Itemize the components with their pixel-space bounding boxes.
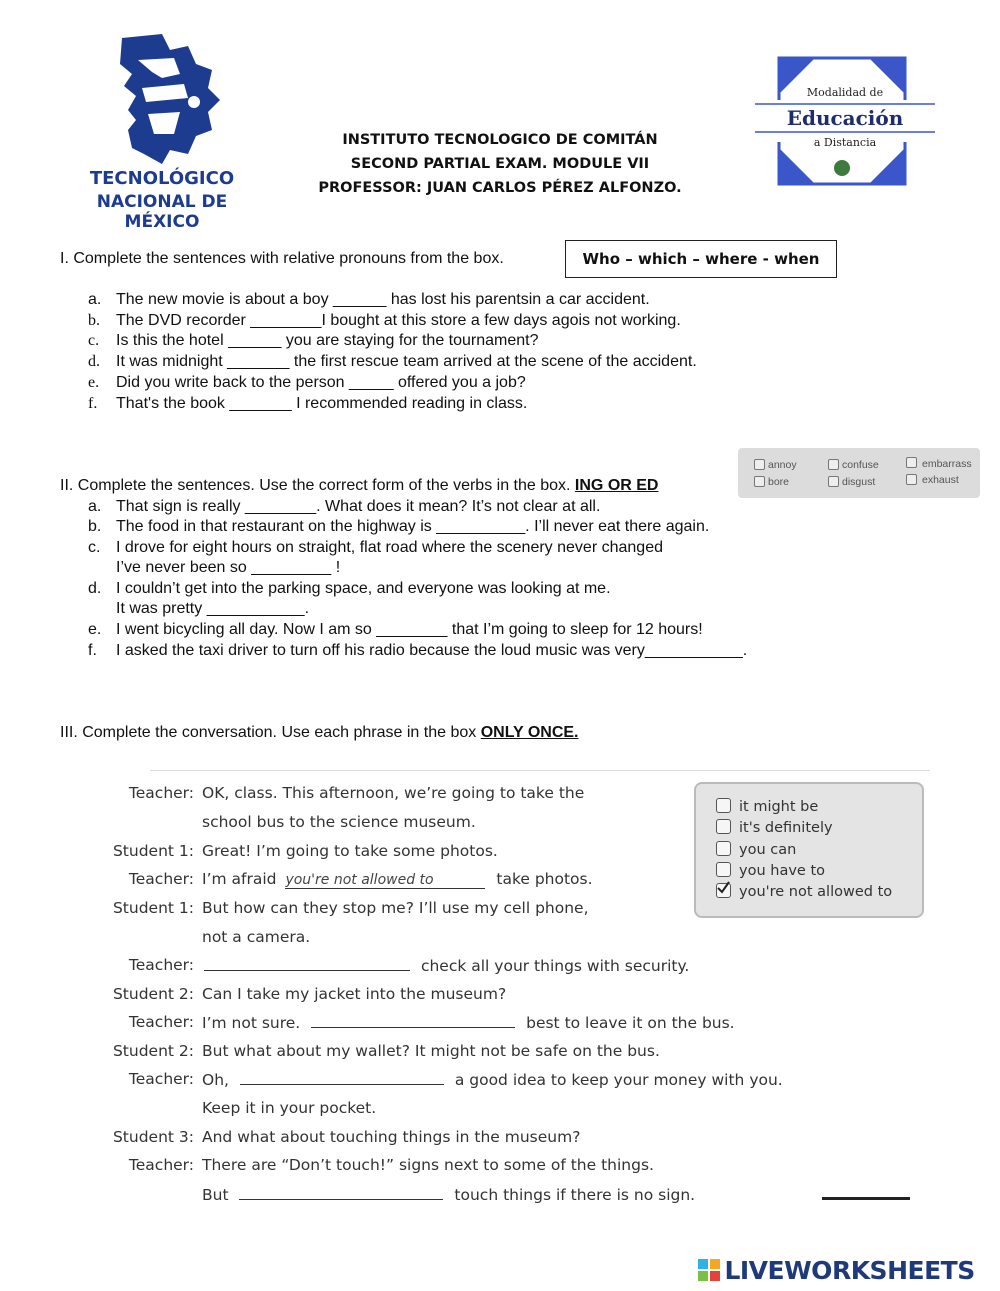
logo-text-1: TECNOLÓGICO: [89, 168, 235, 189]
dialogue-line: school bus to the science museum.: [202, 813, 476, 831]
brand-name: LIVEWORKSHEETS: [724, 1256, 975, 1285]
dialogue-line: But what about my wallet? It might not be safe on the bus.: [202, 1042, 660, 1060]
dialogue-line: I’m afraid you're not allowed to take photos.: [202, 870, 593, 888]
s2-item-a: a. That sign is really ________. What does it mean? It’s not clear at all.: [88, 498, 601, 515]
institution-title: INSTITUTO TECNOLOGICO DE COMITÁN: [342, 132, 658, 148]
verb-bore: bore: [768, 476, 790, 488]
section3-instruction: III. Complete the conversation. Use each phrase in the box ONLY ONCE.: [60, 724, 579, 741]
verb-embarrass: embarrass: [922, 458, 972, 470]
s2-item-c: c. I drove for eight hours on straight, flat road where the scenery never changed: [88, 539, 663, 556]
phrase-item: you're not allowed to: [716, 883, 892, 900]
checkbox-icon: [828, 476, 839, 487]
only-once-emphasis: ONLY ONCE.: [480, 724, 579, 741]
education-logo: [755, 56, 935, 186]
dialogue-line: But touch things if there is no sign.: [202, 1186, 696, 1204]
verb-disgust: disgust: [842, 476, 876, 488]
s1-item-c: c. Is this the hotel ______ you are staying for the tournament?: [88, 332, 539, 349]
tecnm-logo: [62, 30, 262, 232]
phrase-box: [694, 782, 924, 918]
section1-instruction: I. Complete the sentences with relative pronouns from the box.: [60, 250, 504, 267]
phrase-item: you can: [716, 841, 796, 858]
speaker: Teacher:: [128, 1070, 194, 1088]
exam-title: SECOND PARTIAL EXAM. MODULE VII: [350, 156, 650, 172]
speaker: Student 3:: [112, 1128, 194, 1146]
dialogue-line: Keep it in your pocket.: [202, 1099, 377, 1117]
speaker: Teacher:: [128, 1156, 194, 1174]
decorative-line: [822, 1197, 910, 1200]
checkbox-icon: [754, 459, 765, 470]
checkbox-icon[interactable]: [716, 862, 731, 877]
dialogue-line: But how can they stop me? I’ll use my cell phone,: [202, 899, 589, 917]
phrase-item: it might be: [716, 798, 818, 815]
s2-item-c-cont: I’ve never been so _________ !: [116, 559, 341, 576]
verb-confuse: confuse: [842, 459, 879, 471]
phrase-item: it's definitely: [716, 819, 833, 836]
checkbox-icon: [754, 476, 765, 487]
s1-item-d: d. It was midnight _______ the first rescue team arrived at the scene of the accident.: [88, 353, 697, 370]
tecnm-emblem-icon: [62, 30, 262, 165]
relative-pronouns-box: Who – which – where - when: [565, 240, 837, 278]
verb-box: [738, 448, 980, 498]
s2-item-e: e. I went bicycling all day. Now I am so ________ that I’m going to sleep for 12 hours!: [88, 621, 703, 638]
logo-right-line1: Modalidad de: [806, 86, 884, 99]
checkbox-icon: [906, 474, 917, 485]
verb-annoy: annoy: [768, 459, 797, 471]
s2-item-d: d. I couldn’t get into the parking space, and everyone was looking at me.: [88, 580, 611, 597]
answer-blank-2[interactable]: [311, 1013, 515, 1028]
example-answer: you're not allowed to: [285, 872, 485, 889]
dialogue-line: check all your things with security.: [202, 956, 689, 975]
speaker: Teacher:: [128, 1013, 194, 1031]
s1-item-b: b. The DVD recorder ________I bought at this store a few days agois not working.: [88, 312, 681, 329]
logo-text-2: NACIONAL DE MÉXICO: [96, 192, 228, 232]
divider: [150, 770, 930, 771]
checkbox-icon[interactable]: [716, 841, 731, 856]
s2-item-f: f. I asked the taxi driver to turn off his radio because the loud music was very___________.: [88, 642, 748, 659]
answer-blank-3[interactable]: [240, 1070, 444, 1085]
checkbox-icon: [906, 457, 917, 468]
answer-blank-4[interactable]: [239, 1185, 443, 1200]
speaker: Student 2:: [112, 1042, 194, 1060]
checkbox-icon: [828, 459, 839, 470]
speaker: Teacher:: [128, 956, 194, 974]
phrase-item: you have to: [716, 862, 825, 879]
dialogue-line: Oh, a good idea to keep your money with you.: [202, 1071, 783, 1089]
answer-blank-1[interactable]: [204, 956, 410, 971]
professor-name: PROFESSOR: JUAN CARLOS PÉREZ ALFONZO.: [318, 180, 682, 196]
speaker: Teacher:: [128, 870, 194, 888]
dialogue-line: There are “Don’t touch!” signs next to some of the things.: [202, 1156, 654, 1174]
ing-ed-emphasis: ING OR ED: [574, 477, 659, 494]
dialogue-line: Can I take my jacket into the museum?: [202, 985, 507, 1003]
s1-item-e: e. Did you write back to the person _____ offered you a job?: [88, 374, 526, 391]
dialogue-line: not a camera.: [202, 928, 311, 946]
dialogue-line: OK, class. This afternoon, we’re going to take the: [202, 784, 585, 802]
s2-item-d-cont: It was pretty ___________.: [116, 600, 310, 617]
liveworksheets-logo-icon: [698, 1259, 720, 1281]
checked-checkbox-icon[interactable]: [716, 883, 731, 898]
speaker: Teacher:: [128, 784, 194, 802]
dialogue-line: And what about touching things in the museum?: [202, 1128, 581, 1146]
s1-item-a: a. The new movie is about a boy ______ has lost his parentsin a car accident.: [88, 291, 650, 308]
dialogue-line: I’m not sure. best to leave it on the bus.: [202, 1014, 735, 1032]
speaker: Student 1:: [112, 842, 194, 860]
speaker: Student 1:: [112, 899, 194, 917]
liveworksheets-brand: [698, 1256, 975, 1286]
logo-right-line3: a Distancia: [813, 136, 877, 149]
section2-instruction: II. Complete the sentences. Use the correct form of the verbs in the box. ING OR ED: [60, 477, 659, 494]
s2-item-b: b. The food in that restaurant on the highway is __________. I’ll never eat there again.: [88, 518, 710, 535]
checkbox-icon[interactable]: [716, 798, 731, 813]
dialogue-line: Great! I’m going to take some photos.: [202, 842, 498, 860]
speaker: Student 2:: [112, 985, 194, 1003]
checkbox-icon[interactable]: [716, 819, 731, 834]
logo-right-line2: Educación: [786, 106, 904, 130]
s1-item-f: f. That's the book _______ I recommended reading in class.: [88, 395, 528, 412]
verb-exhaust: exhaust: [922, 474, 959, 486]
